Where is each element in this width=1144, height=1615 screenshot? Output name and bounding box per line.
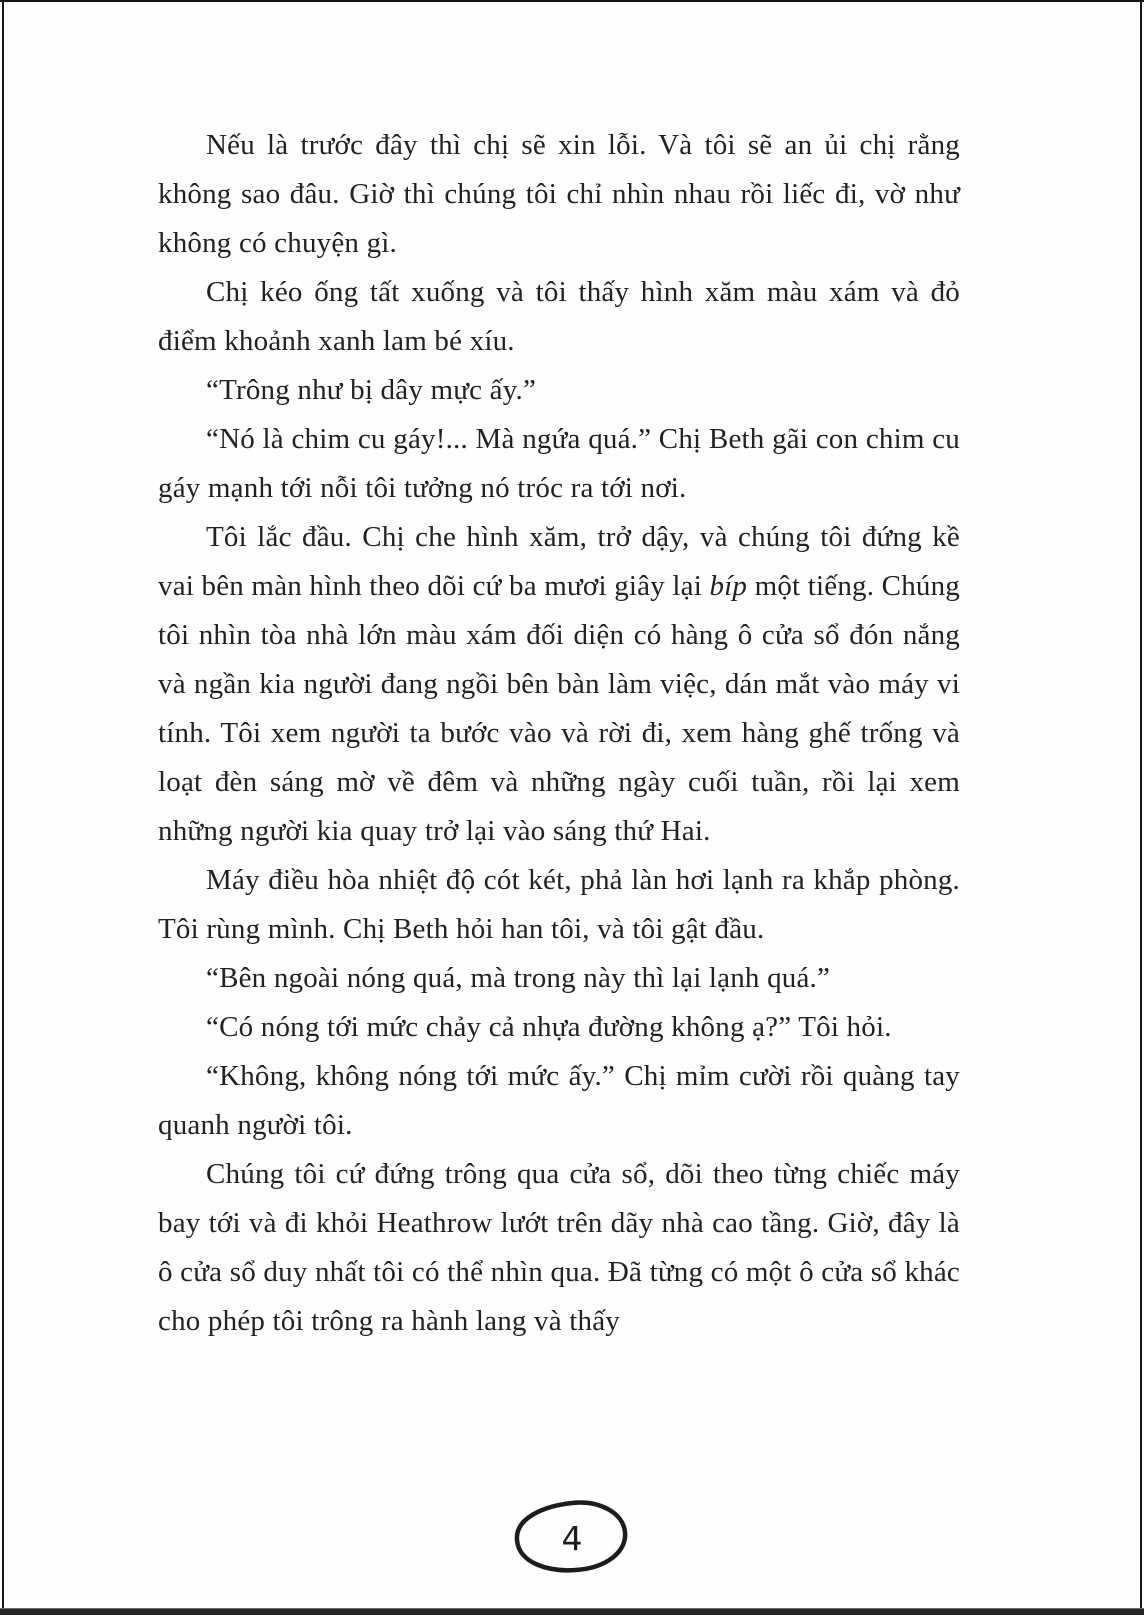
paragraph — [158, 856, 960, 954]
scan-border-left — [2, 0, 4, 1615]
paragraph-text: Máy điều hòa nhiệt độ cót két, phả làn hơi lạnh ra khắp phòng. Tôi rùng mình. Chị Beth hỏi han tôi, và tôi gật đầu. — [158, 864, 960, 945]
page-number: 4 — [561, 1518, 583, 1558]
paragraph-text: Nếu là trước đây thì chị sẽ xin lỗi. Và tôi sẽ an ủi chị rằng không sao đâu. Giờ thì chúng tôi chỉ nhìn nhau rồi liếc đi, vờ như không có chuyện gì. — [158, 129, 960, 259]
paragraph-text: “Bên ngoài nóng quá, mà trong này thì lại lạnh quá.” — [206, 962, 831, 994]
paragraph-text: “Không, không nóng tới mức ấy.” Chị mỉm cười rồi quàng tay quanh người tôi. — [158, 1060, 960, 1141]
paragraph-text: Tôi lắc đầu. Chị che hình xăm, trở dậy, và chúng tôi đứng kề vai bên màn hình theo dõi cứ ba mươi giây lại — [158, 521, 960, 602]
paragraph — [158, 1052, 960, 1150]
paragraph-text: “Nó là chim cu gáy!... Mà ngứa quá.” Chị Beth gãi con chim cu gáy mạnh tới nỗi tôi tưởng nó tróc ra tới nơi. — [158, 423, 960, 504]
paragraph — [158, 366, 960, 415]
page-number-badge — [506, 1494, 638, 1578]
paragraph-text: Chúng tôi cứ đứng trông qua cửa sổ, dõi theo từng chiếc máy bay tới và đi khỏi Heathrow lướt trên dãy nhà cao tầng. Giờ, đây là ô cửa sổ duy nhất tôi có thể nhìn qua. Đã từng có một ô cửa sổ khác cho phép tôi trông ra hành lang và thấy — [158, 1158, 960, 1337]
paragraph-text: một tiếng. Chúng tôi nhìn tòa nhà lớn màu xám đối diện có hàng ô cửa sổ đón nắng và ngần kia người đang ngồi bên bàn làm việc, dán mắt vào máy vi tính. Tôi xem người ta bước vào và rời đi, xem hàng ghế trống và loạt đèn sáng mờ về đêm và những ngày cuối tuần, rồi lại xem những người kia quay trở lại vào sáng thứ Hai. — [158, 570, 960, 847]
paragraph — [158, 513, 960, 856]
paragraph — [158, 1003, 960, 1052]
paragraph-text: “Trông như bị dây mực ấy.” — [206, 374, 537, 406]
paragraph-text: “Có nóng tới mức chảy cả nhựa đường không ạ?” Tôi hỏi. — [206, 1011, 892, 1043]
paragraph — [158, 268, 960, 366]
italic-word: bíp — [709, 570, 748, 602]
paragraph — [158, 121, 960, 268]
body-text — [158, 121, 960, 1346]
paragraph-text: Chị kéo ống tất xuống và tôi thấy hình xăm màu xám và đỏ điểm khoảnh xanh lam bé xíu. — [158, 276, 960, 357]
scan-edge-bar — [0, 1608, 1144, 1615]
scan-border-top — [0, 0, 1144, 2]
paragraph — [158, 1150, 960, 1346]
paragraph — [158, 415, 960, 513]
scan-border-right — [1140, 0, 1142, 1615]
paragraph — [158, 954, 960, 1003]
